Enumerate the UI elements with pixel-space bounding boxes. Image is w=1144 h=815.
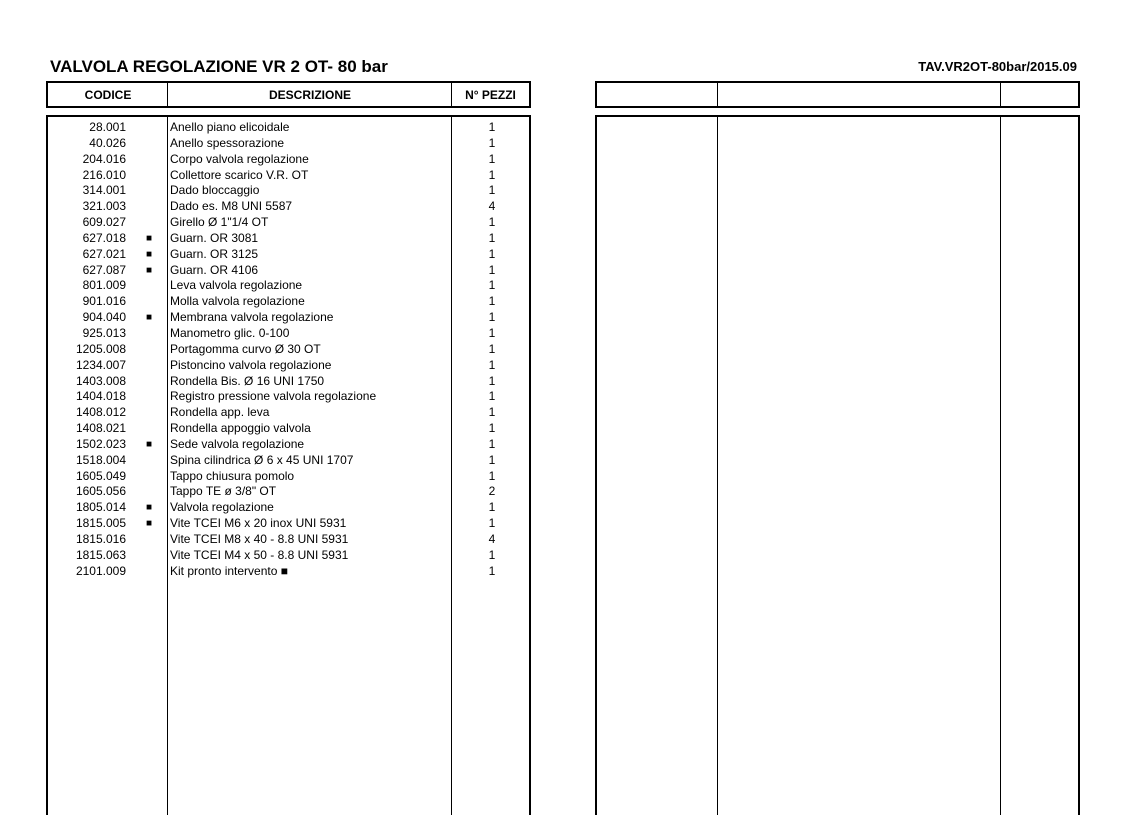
table-row (48, 231, 529, 247)
part-code: 1403.008 (75, 373, 126, 388)
part-quantity: 1 (488, 373, 496, 388)
part-description: Dado es. M8 UNI 5587 (170, 199, 293, 214)
table-row (48, 152, 529, 168)
part-quantity: 1 (488, 436, 496, 451)
part-quantity: 1 (488, 341, 496, 356)
part-description: Kit pronto intervento ■ (170, 563, 288, 578)
part-quantity: 1 (488, 452, 496, 467)
part-quantity: 2 (488, 484, 496, 499)
part-quantity: 1 (488, 500, 496, 515)
blank-table-body (595, 115, 1080, 815)
spare-part-marker: ■ (145, 502, 153, 514)
part-code: 904.040 (82, 310, 126, 325)
table-row (48, 310, 529, 326)
column-divider (717, 83, 718, 106)
part-quantity: 1 (488, 468, 496, 483)
part-quantity: 1 (488, 215, 496, 230)
part-description: Girello Ø 1"1/4 OT (170, 215, 269, 230)
part-quantity: 1 (488, 230, 496, 245)
part-description: Registro pressione valvola regolazione (170, 389, 377, 404)
part-description: Rondella app. leva (170, 405, 270, 420)
parts-table-header (46, 81, 531, 108)
spare-part-marker: ■ (145, 312, 153, 324)
column-divider (1000, 83, 1001, 106)
part-code: 1815.005 (75, 516, 126, 531)
part-code: 901.016 (82, 294, 126, 309)
parts-list (48, 120, 529, 579)
part-code: 627.087 (82, 262, 126, 277)
part-description: Guarn. OR 3081 (170, 230, 259, 245)
part-description: Valvola regolazione (170, 500, 274, 515)
table-row (48, 516, 529, 532)
part-quantity: 1 (488, 167, 496, 182)
table-row (48, 342, 529, 358)
part-description: Tappo chiusura pomolo (170, 468, 295, 483)
part-description: Pistoncino valvola regolazione (170, 357, 332, 372)
part-code: 216.010 (82, 167, 126, 182)
part-code: 1404.018 (75, 389, 126, 404)
part-code: 1815.063 (75, 547, 126, 562)
table-row (48, 453, 529, 469)
part-description: Spina cilindrica Ø 6 x 45 UNI 1707 (170, 452, 354, 467)
table-row (48, 469, 529, 485)
part-code: 1205.008 (75, 341, 126, 356)
table-row (48, 120, 529, 136)
parts-table-body (46, 115, 531, 815)
part-description: Tappo TE ø 3/8" OT (170, 484, 277, 499)
part-code: 1234.007 (75, 357, 126, 372)
part-quantity: 1 (488, 421, 496, 436)
part-code: 1408.012 (75, 405, 126, 420)
table-row (48, 389, 529, 405)
blank-table-header (595, 81, 1080, 108)
table-row (48, 136, 529, 152)
part-quantity: 1 (488, 389, 496, 404)
part-code: 1408.021 (75, 421, 126, 436)
part-quantity: 1 (488, 278, 496, 293)
part-quantity: 1 (488, 135, 496, 150)
column-divider (717, 117, 718, 815)
table-row (48, 294, 529, 310)
column-header-qty: N° PEZZI (465, 87, 516, 102)
part-description: Manometro glic. 0-100 (170, 325, 290, 340)
part-description: Rondella Bis. Ø 16 UNI 1750 (170, 373, 325, 388)
part-description: Molla valvola regolazione (170, 294, 305, 309)
table-row (48, 405, 529, 421)
table-row (48, 564, 529, 580)
table-row (48, 421, 529, 437)
table-row (48, 215, 529, 231)
part-code: 1605.049 (75, 468, 126, 483)
part-description: Corpo valvola regolazione (170, 151, 309, 166)
part-code: 627.021 (82, 246, 126, 261)
part-description: Guarn. OR 4106 (170, 262, 259, 277)
part-quantity: 4 (488, 199, 496, 214)
part-code: 314.001 (82, 183, 126, 198)
table-row (48, 374, 529, 390)
part-description: Collettore scarico V.R. OT (170, 167, 309, 182)
spare-part-marker: ■ (145, 518, 153, 530)
part-description: Guarn. OR 3125 (170, 246, 259, 261)
part-description: Anello spessorazione (170, 135, 285, 150)
part-quantity: 1 (488, 516, 496, 531)
table-row (48, 247, 529, 263)
part-code: 40.026 (89, 135, 126, 150)
part-quantity: 1 (488, 357, 496, 372)
part-code: 2101.009 (75, 563, 126, 578)
part-code: 925.013 (82, 325, 126, 340)
part-quantity: 4 (488, 531, 496, 546)
part-quantity: 1 (488, 183, 496, 198)
part-code: 1518.004 (75, 452, 126, 467)
part-code: 1605.056 (75, 484, 126, 499)
column-divider (1000, 117, 1001, 815)
part-code: 1805.014 (75, 500, 126, 515)
part-code: 321.003 (82, 199, 126, 214)
part-quantity: 1 (488, 294, 496, 309)
part-description: Rondella appoggio valvola (170, 421, 311, 436)
part-description: Portagomma curvo Ø 30 OT (170, 341, 321, 356)
table-row (48, 484, 529, 500)
part-quantity: 1 (488, 405, 496, 420)
part-quantity: 1 (488, 262, 496, 277)
document-reference: TAV.VR2OT-80bar/2015.09 (918, 59, 1077, 74)
part-quantity: 1 (488, 151, 496, 166)
part-code: 801.009 (82, 278, 126, 293)
part-description: Vite TCEI M6 x 20 inox UNI 5931 (170, 516, 347, 531)
spare-part-marker: ■ (145, 264, 153, 276)
spare-part-marker: ■ (145, 438, 153, 450)
part-code: 28.001 (89, 120, 126, 134)
part-code: 204.016 (82, 151, 126, 166)
part-description: Dado bloccaggio (170, 183, 260, 198)
part-quantity: 1 (488, 547, 496, 562)
part-quantity: 1 (488, 246, 496, 261)
part-description: Sede valvola regolazione (170, 436, 305, 451)
part-description: Vite TCEI M4 x 50 - 8.8 UNI 5931 (170, 547, 349, 562)
table-row (48, 326, 529, 342)
table-row (48, 500, 529, 516)
spare-part-marker: ■ (145, 232, 153, 244)
part-description: Membrana valvola regolazione (170, 310, 334, 325)
column-header-description: DESCRIZIONE (268, 87, 351, 102)
table-row (48, 437, 529, 453)
part-description: Leva valvola regolazione (170, 278, 303, 293)
table-row (48, 532, 529, 548)
table-row (48, 548, 529, 564)
spare-part-marker: ■ (145, 248, 153, 260)
part-code: 1815.016 (75, 531, 126, 546)
part-description: Vite TCEI M8 x 40 - 8.8 UNI 5931 (170, 531, 349, 546)
table-row (48, 168, 529, 184)
column-header-code: CODICE (84, 87, 132, 102)
table-row (48, 278, 529, 294)
table-row (48, 183, 529, 199)
part-quantity: 1 (488, 310, 496, 325)
part-quantity: 1 (488, 563, 496, 578)
document-title: VALVOLA REGOLAZIONE VR 2 OT- 80 bar (50, 57, 388, 76)
table-row (48, 358, 529, 374)
part-code: 609.027 (82, 215, 126, 230)
part-quantity: 1 (488, 120, 496, 134)
part-quantity: 1 (488, 325, 496, 340)
part-description: Anello piano elicoidale (170, 120, 290, 134)
table-row (48, 263, 529, 279)
part-code: 1502.023 (75, 436, 126, 451)
part-code: 627.018 (82, 230, 126, 245)
table-row (48, 199, 529, 215)
